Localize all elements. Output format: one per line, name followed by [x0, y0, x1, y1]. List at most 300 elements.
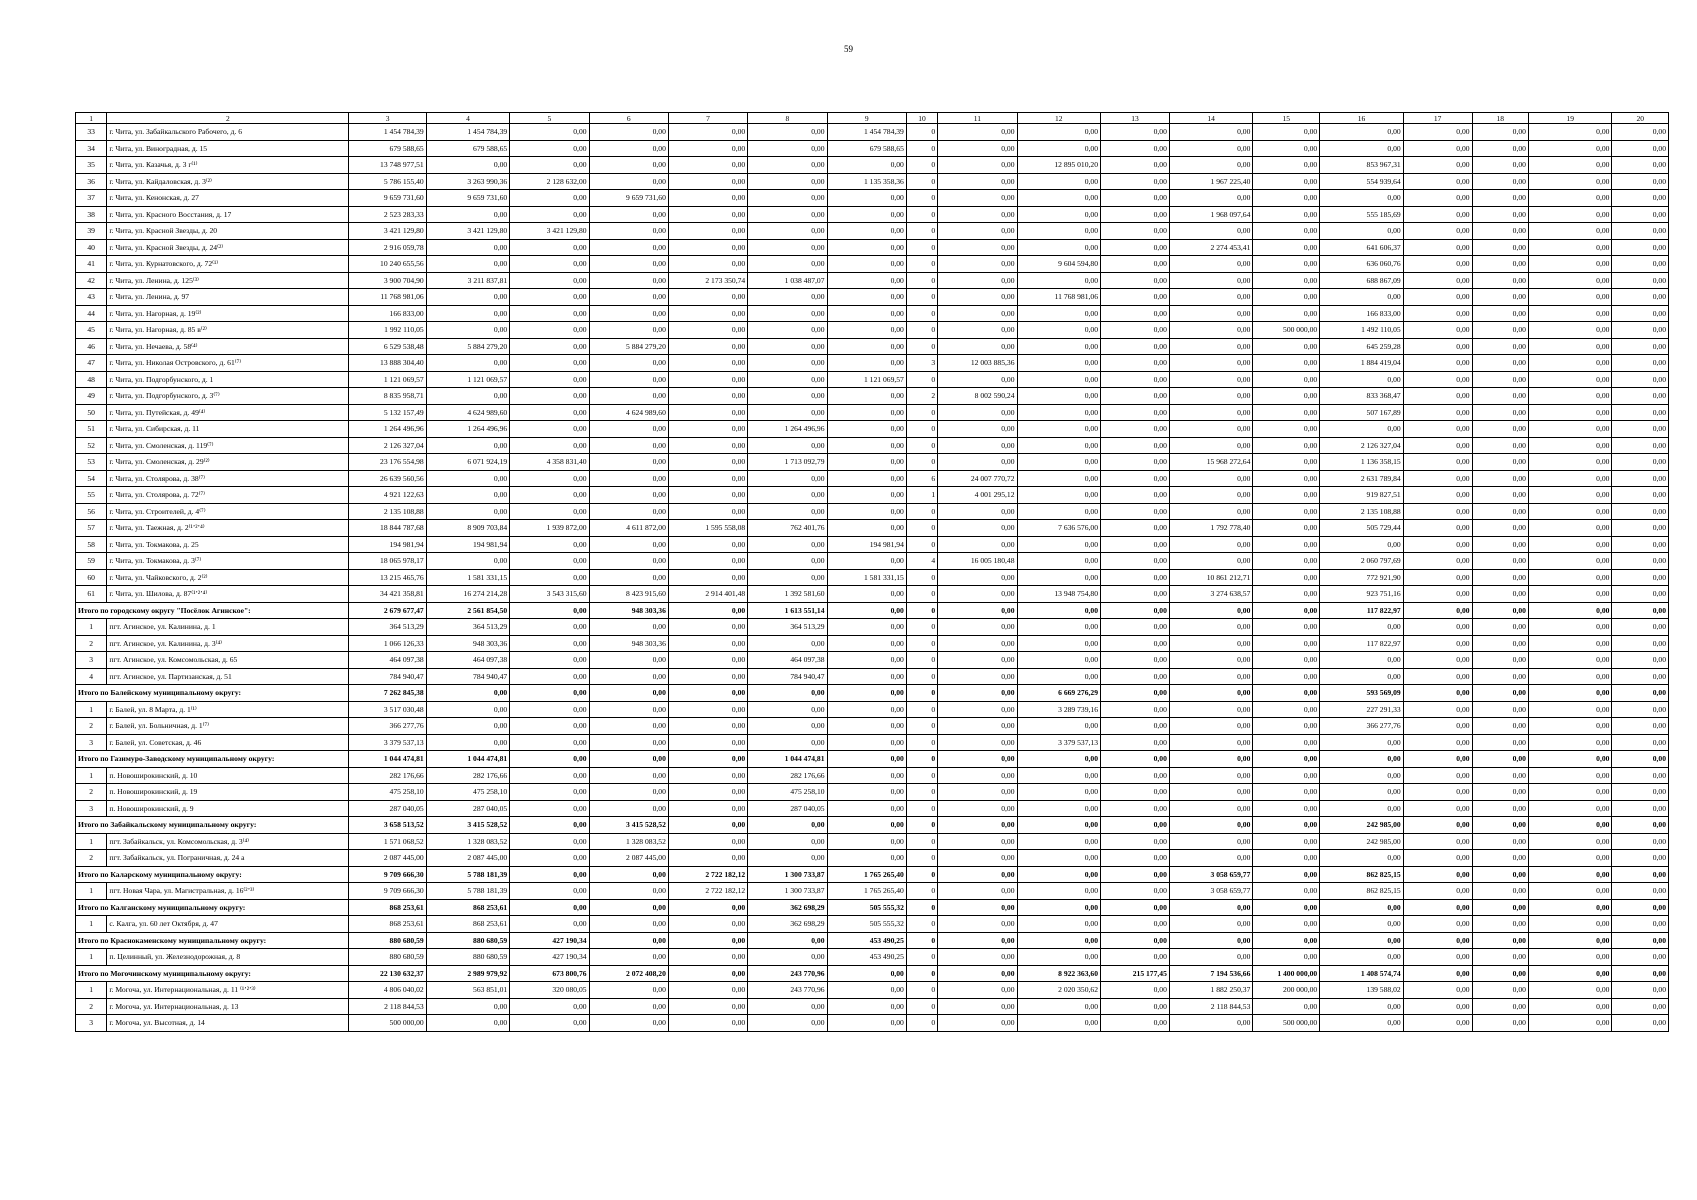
value-cell: 0,00: [426, 718, 510, 735]
table-row: [76, 454, 1669, 471]
value-cell: 0,00: [668, 305, 747, 322]
value-cell: 0,00: [827, 223, 906, 240]
subtotal-cell: 3 058 659,77: [1169, 866, 1253, 883]
value-cell: 0,00: [938, 157, 1017, 174]
value-cell: 0,00: [748, 437, 827, 454]
value-cell: 12 003 885,36: [938, 355, 1017, 372]
value-cell: 0,00: [668, 338, 747, 355]
subtotal-cell: 0,00: [589, 932, 668, 949]
value-cell: 0,00: [1472, 916, 1528, 933]
value-cell: 0,00: [1403, 404, 1472, 421]
value-cell: 0,00: [668, 619, 747, 636]
value-cell: 0,00: [1253, 718, 1320, 735]
value-cell: 0,00: [1403, 437, 1472, 454]
value-cell: 0,00: [1169, 223, 1253, 240]
value-cell: 0,00: [1169, 553, 1253, 570]
value-cell: 0,00: [426, 734, 510, 751]
value-cell: 0,00: [589, 173, 668, 190]
value-cell: 0,00: [1253, 437, 1320, 454]
row-number: 1: [76, 949, 107, 966]
value-cell: 282 176,66: [426, 767, 510, 784]
value-cell: 923 751,16: [1320, 586, 1404, 603]
value-cell: 0,00: [1101, 850, 1170, 867]
value-cell: 0,00: [510, 190, 589, 207]
value-cell: 4 001 295,12: [938, 487, 1017, 504]
subtotal-cell: 0,00: [1528, 866, 1612, 883]
address-cell: г. Чита, ул. Курнатовского, д. 72⁽¹⁾: [107, 256, 349, 273]
value-cell: 0,00: [1403, 371, 1472, 388]
table-row: [76, 619, 1669, 636]
value-cell: 1 967 225,40: [1169, 173, 1253, 190]
value-cell: 0,00: [1528, 569, 1612, 586]
value-cell: 0,00: [1320, 850, 1404, 867]
value-cell: 0,00: [1472, 371, 1528, 388]
row-number: 4: [76, 668, 107, 685]
value-cell: 194 981,94: [827, 536, 906, 553]
value-cell: 0,00: [1017, 388, 1101, 405]
value-cell: 0,00: [1101, 569, 1170, 586]
table-row: [76, 652, 1669, 669]
table-row: [76, 586, 1669, 603]
value-cell: 0,00: [668, 239, 747, 256]
subtotal-cell: 0,00: [1472, 965, 1528, 982]
subtotal-cell: 0,00: [938, 965, 1017, 982]
subtotal-cell: 0,00: [748, 932, 827, 949]
row-number: 35: [76, 157, 107, 174]
value-cell: 0,00: [1528, 140, 1612, 157]
value-cell: 0,00: [668, 833, 747, 850]
value-cell: 13 215 465,76: [349, 569, 426, 586]
value-cell: 0,00: [827, 437, 906, 454]
value-cell: 0: [906, 718, 937, 735]
value-cell: 7 636 576,00: [1017, 520, 1101, 537]
value-cell: 0,00: [510, 503, 589, 520]
value-cell: 0,00: [1472, 883, 1528, 900]
value-cell: 2 118 844,53: [1169, 998, 1253, 1015]
value-cell: 0: [906, 404, 937, 421]
value-cell: 0,00: [426, 388, 510, 405]
value-cell: 0,00: [1253, 850, 1320, 867]
value-cell: 0,00: [1253, 553, 1320, 570]
value-cell: 0,00: [1169, 487, 1253, 504]
value-cell: 0,00: [1101, 223, 1170, 240]
value-cell: 0,00: [1017, 404, 1101, 421]
value-cell: 0,00: [1320, 289, 1404, 306]
value-cell: 0,00: [1017, 272, 1101, 289]
subtotal-cell: 0,00: [589, 751, 668, 768]
value-cell: 0,00: [1528, 800, 1612, 817]
value-cell: 2 914 401,48: [668, 586, 747, 603]
value-cell: 0,00: [938, 272, 1017, 289]
value-cell: 0,00: [1253, 487, 1320, 504]
table-row: [76, 157, 1669, 174]
value-cell: 0,00: [1403, 289, 1472, 306]
address-cell: г. Чита, ул. Ленина, д. 125⁽³⁾: [107, 272, 349, 289]
value-cell: 0,00: [827, 470, 906, 487]
value-cell: 0,00: [589, 949, 668, 966]
value-cell: 0,00: [827, 404, 906, 421]
subtotal-cell: 0,00: [1101, 602, 1170, 619]
value-cell: 0,00: [1101, 173, 1170, 190]
address-cell: г. Чита, ул. Красного Восстания, д. 17: [107, 206, 349, 223]
value-cell: 0,00: [589, 437, 668, 454]
value-cell: 6: [906, 470, 937, 487]
value-cell: 0,00: [1472, 124, 1528, 141]
address-cell: г. Чита, ул. Сибирская, д. 11: [107, 421, 349, 438]
value-cell: 4 358 831,40: [510, 454, 589, 471]
value-cell: 1 038 487,07: [748, 272, 827, 289]
value-cell: 0,00: [1612, 421, 1669, 438]
value-cell: 0,00: [827, 668, 906, 685]
value-cell: 287 040,05: [349, 800, 426, 817]
value-cell: 0,00: [668, 998, 747, 1015]
address-cell: г. Чита, ул. Шилова, д. 87⁽¹ʼ²ʼ⁴⁾: [107, 586, 349, 603]
value-cell: 0,00: [589, 487, 668, 504]
value-cell: 0,00: [827, 635, 906, 652]
row-number: 61: [76, 586, 107, 603]
value-cell: 0,00: [1528, 718, 1612, 735]
subtotal-cell: 0,00: [1403, 751, 1472, 768]
value-cell: 0,00: [1101, 256, 1170, 273]
value-cell: 0,00: [1472, 256, 1528, 273]
value-cell: 1 135 358,36: [827, 173, 906, 190]
subtotal-cell: 0,00: [938, 932, 1017, 949]
subtotal-cell: 0,00: [589, 685, 668, 702]
value-cell: 0,00: [1253, 784, 1320, 801]
value-cell: 0,00: [938, 718, 1017, 735]
value-cell: 0,00: [510, 371, 589, 388]
value-cell: 784 940,47: [748, 668, 827, 685]
value-cell: 0,00: [1101, 833, 1170, 850]
value-cell: 0,00: [1253, 140, 1320, 157]
value-cell: 0,00: [1403, 124, 1472, 141]
value-cell: 0,00: [510, 487, 589, 504]
value-cell: 364 513,29: [426, 619, 510, 636]
value-cell: 0,00: [1253, 668, 1320, 685]
address-cell: г. Могоча, ул. Интернациональная, д. 13: [107, 998, 349, 1015]
value-cell: 0,00: [426, 355, 510, 372]
value-cell: 0,00: [1403, 305, 1472, 322]
value-cell: 0,00: [1472, 289, 1528, 306]
address-cell: г. Чита, ул. Нагорная, д. 85 в⁽²⁾: [107, 322, 349, 339]
value-cell: 0,00: [1320, 784, 1404, 801]
value-cell: 0,00: [827, 487, 906, 504]
value-cell: 0,00: [510, 569, 589, 586]
value-cell: 0,00: [938, 454, 1017, 471]
value-cell: 0,00: [827, 157, 906, 174]
value-cell: 0,00: [827, 338, 906, 355]
address-cell: г. Балей, ул. Больничная, д. 1⁽⁷⁾: [107, 718, 349, 735]
value-cell: 0,00: [1017, 239, 1101, 256]
value-cell: 3 263 990,36: [426, 173, 510, 190]
value-cell: 10 861 212,71: [1169, 569, 1253, 586]
row-number: 3: [76, 800, 107, 817]
subtotal-cell: 0,00: [1528, 685, 1612, 702]
value-cell: 0,00: [827, 850, 906, 867]
value-cell: 0,00: [1101, 784, 1170, 801]
subtotal-row: [76, 866, 1669, 883]
value-cell: 0,00: [1320, 124, 1404, 141]
address-cell: г. Чита, ул. Николая Островского, д. 61⁽⁷⁾: [107, 355, 349, 372]
value-cell: 505 555,32: [827, 916, 906, 933]
value-cell: 0,00: [1612, 767, 1669, 784]
subtotal-row: [76, 899, 1669, 916]
value-cell: 0,00: [1612, 916, 1669, 933]
value-cell: 0,00: [827, 553, 906, 570]
value-cell: 16 005 180,48: [938, 553, 1017, 570]
value-cell: 0,00: [1528, 503, 1612, 520]
value-cell: 0: [906, 520, 937, 537]
value-cell: 0,00: [510, 718, 589, 735]
value-cell: 563 851,01: [426, 982, 510, 999]
value-cell: 0: [906, 206, 937, 223]
subtotal-cell: 2 989 979,92: [426, 965, 510, 982]
table-row: [76, 734, 1669, 751]
value-cell: 2 020 350,62: [1017, 982, 1101, 999]
address-cell: пгт. Агинское, ул. Партизанская, д. 51: [107, 668, 349, 685]
value-cell: 0: [906, 586, 937, 603]
value-cell: 1 300 733,87: [748, 883, 827, 900]
value-cell: 0,00: [1403, 421, 1472, 438]
value-cell: 0,00: [426, 157, 510, 174]
value-cell: 0,00: [589, 569, 668, 586]
subtotal-cell: 3 658 513,52: [349, 817, 426, 834]
value-cell: 0,00: [1320, 371, 1404, 388]
subtotal-cell: 0,00: [510, 817, 589, 834]
value-cell: 0,00: [1472, 223, 1528, 240]
value-cell: 282 176,66: [349, 767, 426, 784]
value-cell: 0,00: [1528, 206, 1612, 223]
value-cell: 0,00: [510, 668, 589, 685]
value-cell: 0: [906, 256, 937, 273]
value-cell: 0,00: [668, 982, 747, 999]
value-cell: 0,00: [510, 305, 589, 322]
value-cell: 0,00: [1101, 998, 1170, 1015]
value-cell: 0,00: [938, 404, 1017, 421]
value-cell: 0,00: [1169, 784, 1253, 801]
value-cell: 0,00: [1017, 850, 1101, 867]
value-cell: 0,00: [1528, 619, 1612, 636]
value-cell: 1 765 265,40: [827, 883, 906, 900]
subtotal-cell: 1 044 474,81: [349, 751, 426, 768]
value-cell: 475 258,10: [426, 784, 510, 801]
value-cell: 0,00: [589, 553, 668, 570]
address-cell: г. Чита, ул. Смоленская, д. 29⁽²⁾: [107, 454, 349, 471]
subtotal-cell: 0,00: [1169, 817, 1253, 834]
subtotal-cell: 0,00: [1403, 602, 1472, 619]
value-cell: 505 729,44: [1320, 520, 1404, 537]
value-cell: 4 611 872,00: [589, 520, 668, 537]
subtotal-cell: 0,00: [1528, 899, 1612, 916]
subtotal-cell: 0,00: [1403, 685, 1472, 702]
value-cell: 0,00: [1017, 569, 1101, 586]
value-cell: 0,00: [1528, 338, 1612, 355]
value-cell: 0,00: [1472, 652, 1528, 669]
value-cell: 0,00: [1403, 982, 1472, 999]
value-cell: 0,00: [1101, 982, 1170, 999]
value-cell: 0,00: [1320, 949, 1404, 966]
subtotal-cell: 0,00: [1253, 866, 1320, 883]
table-row: [76, 256, 1669, 273]
value-cell: 0,00: [827, 454, 906, 471]
value-cell: 0,00: [1403, 190, 1472, 207]
value-cell: 0,00: [1472, 503, 1528, 520]
value-cell: 0,00: [1101, 454, 1170, 471]
value-cell: 0,00: [827, 833, 906, 850]
value-cell: 0,00: [748, 256, 827, 273]
value-cell: 0,00: [938, 239, 1017, 256]
value-cell: 0,00: [1612, 322, 1669, 339]
value-cell: 0,00: [938, 635, 1017, 652]
value-cell: 0,00: [1528, 767, 1612, 784]
value-cell: 0,00: [1253, 421, 1320, 438]
value-cell: 0,00: [1403, 998, 1472, 1015]
row-number: 38: [76, 206, 107, 223]
subtotal-cell: 673 800,76: [510, 965, 589, 982]
value-cell: 0,00: [1612, 404, 1669, 421]
column-header: 9: [827, 113, 906, 124]
value-cell: 0,00: [1472, 800, 1528, 817]
value-cell: 0,00: [1101, 734, 1170, 751]
value-cell: 0: [906, 916, 937, 933]
value-cell: 0,00: [1403, 635, 1472, 652]
row-number: 34: [76, 140, 107, 157]
value-cell: 0,00: [748, 569, 827, 586]
address-cell: пгт. Забайкальск, ул. Комсомольская, д. 3⁽⁴⁾: [107, 833, 349, 850]
value-cell: 0,00: [1528, 470, 1612, 487]
subtotal-cell: 1 044 474,81: [748, 751, 827, 768]
subtotal-cell: 9 709 666,30: [349, 866, 426, 883]
address-cell: г. Чита, ул. Токмакова, д. 3⁽⁷⁾: [107, 553, 349, 570]
value-cell: 0,00: [1253, 652, 1320, 669]
value-cell: 0,00: [938, 569, 1017, 586]
subtotal-cell: 0,00: [1528, 932, 1612, 949]
value-cell: 0,00: [1253, 223, 1320, 240]
value-cell: 2 087 445,00: [426, 850, 510, 867]
value-cell: 0,00: [1472, 239, 1528, 256]
value-cell: 0: [906, 421, 937, 438]
value-cell: 0: [906, 190, 937, 207]
subtotal-cell: 0,00: [1320, 899, 1404, 916]
value-cell: 0: [906, 883, 937, 900]
value-cell: 0,00: [827, 718, 906, 735]
table-row: [76, 487, 1669, 504]
value-cell: 0,00: [589, 239, 668, 256]
value-cell: 0,00: [827, 800, 906, 817]
value-cell: 0,00: [1101, 536, 1170, 553]
value-cell: 0,00: [748, 701, 827, 718]
address-cell: пгт. Агинское, ул. Калинина, д. 3⁽⁴⁾: [107, 635, 349, 652]
value-cell: 0,00: [938, 206, 1017, 223]
value-cell: 13 748 977,51: [349, 157, 426, 174]
subtotal-cell: 0,00: [748, 817, 827, 834]
address-cell: г. Чита, ул. Красной Звезды, д. 24⁽²⁾: [107, 239, 349, 256]
value-cell: 636 060,76: [1320, 256, 1404, 273]
value-cell: 0,00: [1528, 883, 1612, 900]
value-cell: 0,00: [827, 190, 906, 207]
value-cell: 0,00: [1017, 1015, 1101, 1032]
value-cell: 0,00: [938, 140, 1017, 157]
subtotal-cell: 0,00: [510, 751, 589, 768]
value-cell: 0,00: [938, 998, 1017, 1015]
address-cell: г. Чита, ул. Красной Звезды, д. 20: [107, 223, 349, 240]
value-cell: 0,00: [668, 536, 747, 553]
value-cell: 0,00: [1472, 470, 1528, 487]
subtotal-cell: 2 679 677,47: [349, 602, 426, 619]
table-row: [76, 272, 1669, 289]
table-row: [76, 767, 1669, 784]
value-cell: 0,00: [1528, 371, 1612, 388]
row-number: 41: [76, 256, 107, 273]
value-cell: 1 992 110,05: [349, 322, 426, 339]
value-cell: 0,00: [1403, 850, 1472, 867]
value-cell: 0,00: [938, 536, 1017, 553]
value-cell: 0,00: [1253, 619, 1320, 636]
value-cell: 366 277,76: [1320, 718, 1404, 735]
value-cell: 0,00: [1320, 998, 1404, 1015]
value-cell: 0,00: [1320, 1015, 1404, 1032]
table-row: [76, 305, 1669, 322]
row-number: 45: [76, 322, 107, 339]
value-cell: 0,00: [1612, 833, 1669, 850]
value-cell: 0,00: [1528, 668, 1612, 685]
row-number: 40: [76, 239, 107, 256]
value-cell: 24 007 770,72: [938, 470, 1017, 487]
value-cell: 0,00: [1320, 652, 1404, 669]
value-cell: 4 806 040,02: [349, 982, 426, 999]
value-cell: 0,00: [510, 355, 589, 372]
value-cell: 364 513,29: [349, 619, 426, 636]
value-cell: 0,00: [1169, 619, 1253, 636]
subtotal-cell: 22 130 632,37: [349, 965, 426, 982]
value-cell: 0,00: [827, 619, 906, 636]
value-cell: 0,00: [1612, 718, 1669, 735]
value-cell: 0,00: [510, 256, 589, 273]
address-cell: г. Чита, ул. Строителей, д. 4⁽⁷⁾: [107, 503, 349, 520]
value-cell: 3 379 537,13: [349, 734, 426, 751]
value-cell: 0: [906, 289, 937, 306]
value-cell: 0,00: [668, 454, 747, 471]
table-row: [76, 338, 1669, 355]
subtotal-cell: 1 044 474,81: [426, 751, 510, 768]
value-cell: 0: [906, 619, 937, 636]
value-cell: 9 659 731,60: [349, 190, 426, 207]
address-cell: пгт. Забайкальск, ул. Пограничная, д. 24 а: [107, 850, 349, 867]
value-cell: 0,00: [827, 289, 906, 306]
value-cell: 0,00: [938, 784, 1017, 801]
value-cell: 3 543 315,60: [510, 586, 589, 603]
value-cell: 0,00: [1169, 701, 1253, 718]
value-cell: 0,00: [1017, 949, 1101, 966]
value-cell: 0,00: [1101, 503, 1170, 520]
row-number: 2: [76, 784, 107, 801]
value-cell: 0,00: [1612, 701, 1669, 718]
value-cell: 0,00: [1017, 371, 1101, 388]
value-cell: 0: [906, 1015, 937, 1032]
value-cell: 0,00: [668, 635, 747, 652]
value-cell: 0,00: [1612, 635, 1669, 652]
value-cell: 0,00: [589, 701, 668, 718]
column-header: 11: [938, 113, 1017, 124]
subtotal-label: Итого по Газимуро-Заводскому муниципальному округу:: [76, 751, 349, 768]
value-cell: 0,00: [827, 784, 906, 801]
value-cell: 0,00: [938, 421, 1017, 438]
value-cell: 0,00: [1320, 800, 1404, 817]
value-cell: 0,00: [510, 998, 589, 1015]
value-cell: 0,00: [668, 470, 747, 487]
value-cell: 475 258,10: [748, 784, 827, 801]
value-cell: 5 884 279,20: [426, 338, 510, 355]
